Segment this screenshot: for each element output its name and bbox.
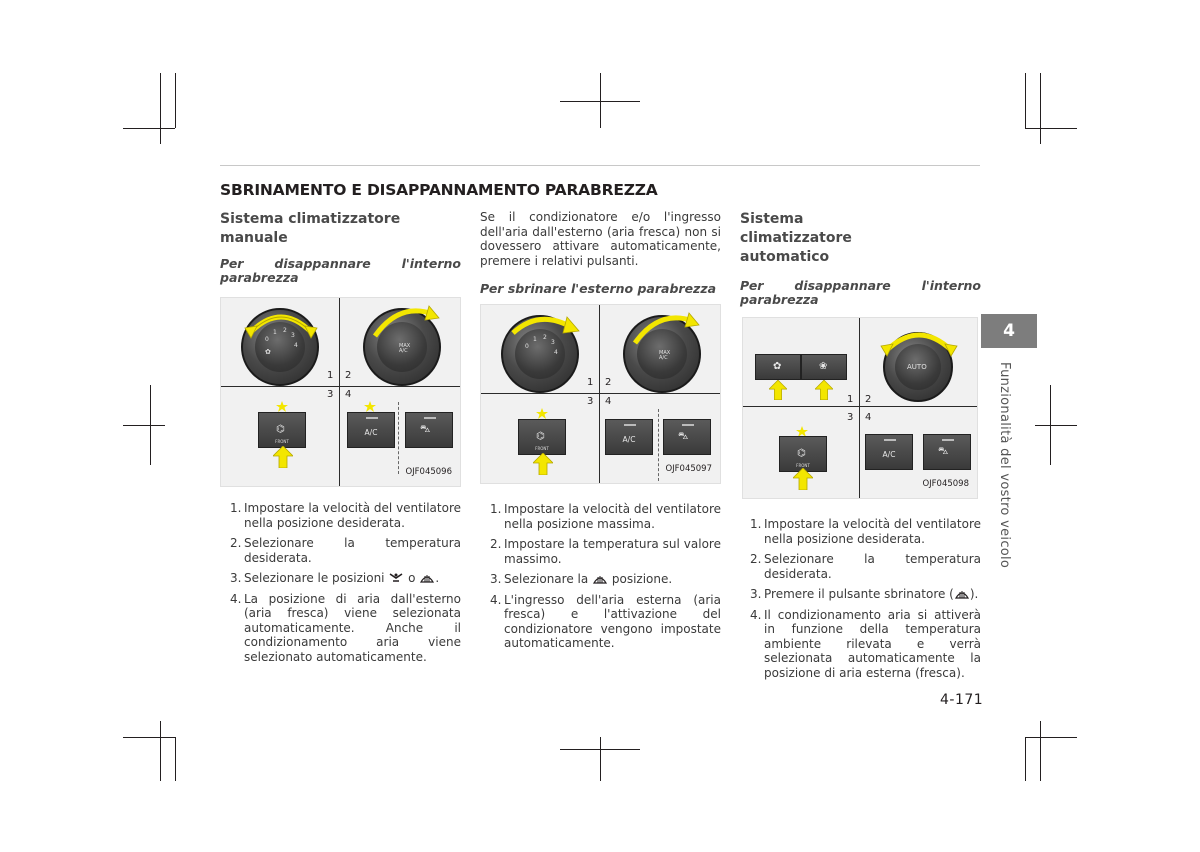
ac-button-icon xyxy=(865,434,913,470)
dial-label: 2 xyxy=(283,327,287,334)
list-item: 4. Il condizionamento aria si attiverà in funzione della temperatura ambiente rilevata e verrà selezionata automaticamente la posizione di aria esterna (fresca). xyxy=(750,607,981,680)
fan-icon: ✿ xyxy=(265,348,271,356)
defrost-icon xyxy=(592,573,608,585)
crop-mark xyxy=(1040,73,1041,144)
dial-label: 2 xyxy=(543,334,547,341)
defrost-icon xyxy=(419,572,435,584)
crop-mark xyxy=(150,385,151,465)
rotate-arrow-icon xyxy=(879,320,959,360)
crop-mark xyxy=(600,73,601,128)
figure-code: OJF045096 xyxy=(405,467,452,477)
recirculation-button-icon xyxy=(663,419,711,455)
rotate-arrow-icon xyxy=(623,307,703,351)
middle-subheading: Per sbrinare l'esterno parabrezza xyxy=(480,281,717,296)
max-ac-label: MAX A/C xyxy=(659,350,671,361)
middle-steps xyxy=(480,502,721,651)
crop-mark xyxy=(175,737,176,781)
fan-icon: ❀ xyxy=(819,361,828,372)
list-item: 3. Selezionare la posizione. xyxy=(490,572,673,586)
crop-mark xyxy=(1025,737,1026,781)
intro-paragraph: Se il condizionatore e/o l'ingresso dell'aria dall'esterno (aria fresca) non si dovessero attivare automaticamente, premere i relativi pulsanti. xyxy=(480,210,721,268)
dial-label: 3 xyxy=(551,339,555,346)
figure-number: 3 xyxy=(587,396,594,407)
figure-exterior-defrost xyxy=(480,304,721,484)
figure-number: 4 xyxy=(605,396,612,407)
defrost-icon: ⌬ xyxy=(276,424,285,435)
figure-number: 2 xyxy=(605,377,612,388)
front-defrost-button-icon xyxy=(779,436,827,472)
top-rule xyxy=(220,165,980,166)
front-label: FRONT xyxy=(796,463,810,468)
rotate-arrow-icon xyxy=(505,309,585,353)
list-item: 1. Impostare la velocità del ventilatore nella posizione massima. xyxy=(490,502,721,531)
crop-mark xyxy=(160,73,161,144)
list-item: 3. Premere il pulsante sbrinatore ( ). xyxy=(750,587,979,601)
arrow-up-icon xyxy=(793,468,813,490)
list-item: 4. La posizione di aria dall'esterno (aria fresca) viene selezionata automaticamente. Anche il condizionamento aria viene selezionato automaticamente. xyxy=(230,591,461,664)
auto-heading: Sistema climatizzatore automatico xyxy=(740,211,852,265)
front-label: FRONT xyxy=(535,446,549,451)
crop-mark xyxy=(1050,385,1051,465)
max-ac-label: MAX A/C xyxy=(399,343,411,354)
page-number: 4-171 xyxy=(940,692,984,708)
dial-label: 0 xyxy=(525,343,529,350)
crop-mark xyxy=(1035,425,1077,426)
arrow-up-icon xyxy=(273,446,293,468)
crop-mark xyxy=(600,737,601,781)
chapter-title: Funzionalità del vostro veicolo xyxy=(997,362,1012,569)
indicator-light-icon xyxy=(363,401,377,413)
chapter-number-tab: 4 xyxy=(981,314,1037,348)
dial-label: 3 xyxy=(291,332,295,339)
column-manual xyxy=(220,210,461,670)
auto-subheading: Per disappannare l'interno parabrezza xyxy=(740,278,981,307)
fan-down-button-icon xyxy=(755,354,801,380)
crop-mark xyxy=(1025,73,1026,128)
figure-number: 1 xyxy=(847,394,854,405)
arrow-up-icon xyxy=(533,453,553,475)
figure-number: 2 xyxy=(865,394,872,405)
ac-button-icon xyxy=(605,419,653,455)
crop-mark xyxy=(160,721,161,781)
manual-steps xyxy=(220,501,461,664)
list-item: 2. Impostare la temperatura sul valore massimo. xyxy=(490,537,721,566)
section-title: SBRINAMENTO E DISAPPANNAMENTO PARABREZZA xyxy=(220,181,658,199)
figure-number: 1 xyxy=(587,377,594,388)
figure-auto xyxy=(742,317,978,499)
column-auto xyxy=(740,210,981,686)
list-item: 3. Selezionare le posizioni o . xyxy=(230,571,440,585)
defrost-icon xyxy=(954,588,970,600)
ac-label: A/C xyxy=(882,450,896,459)
dial-label: 1 xyxy=(273,329,277,336)
figure-number: 4 xyxy=(865,412,872,423)
figure-code: OJF045097 xyxy=(665,464,712,474)
figure-number: 1 xyxy=(327,370,334,381)
crop-mark xyxy=(175,73,176,128)
crop-mark xyxy=(123,737,175,738)
manual-heading: Sistema climatizzatore manuale xyxy=(220,211,401,246)
figure-number: 3 xyxy=(327,389,334,400)
rotate-arrow-icon xyxy=(241,302,321,342)
fan-icon: ✿ xyxy=(773,361,782,372)
figure-number: 2 xyxy=(345,370,352,381)
list-item: 1. Impostare la velocità del ventilatore nella posizione desiderata. xyxy=(750,517,981,546)
defrost-icon: ⌬ xyxy=(536,431,545,442)
figure-code: OJF045098 xyxy=(922,479,969,489)
list-item: 4. L'ingresso dell'aria esterna (aria fresca) e l'attivazione del condizionatore vengono impostate automaticamente. xyxy=(490,592,721,650)
dial-label: 4 xyxy=(294,342,298,349)
auto-steps xyxy=(740,517,981,680)
car-air-icon: ⛍ xyxy=(420,424,431,435)
crop-mark xyxy=(1025,128,1077,129)
dial-label: 0 xyxy=(265,336,269,343)
rotate-arrow-icon xyxy=(363,300,443,344)
car-air-icon: ⛍ xyxy=(678,431,689,442)
arrow-up-icon xyxy=(815,380,833,400)
front-label: FRONT xyxy=(275,439,289,444)
front-defrost-button-icon xyxy=(518,419,566,455)
auto-label: AUTO xyxy=(907,363,927,371)
manual-subheading: Per disappannare l'interno parabrezza xyxy=(220,256,461,285)
dial-label: 4 xyxy=(554,349,558,356)
figure-number: 3 xyxy=(847,412,854,423)
column-middle xyxy=(480,210,721,657)
list-item: 2. Selezionare la temperatura desiderata. xyxy=(230,536,461,565)
recirculation-button-icon xyxy=(405,412,453,448)
figure-number: 4 xyxy=(345,389,352,400)
recirculation-button-icon xyxy=(923,434,971,470)
dial-label: 1 xyxy=(533,336,537,343)
front-defrost-button-icon xyxy=(258,412,306,448)
arrow-up-icon xyxy=(769,380,787,400)
crop-mark xyxy=(1040,721,1041,781)
list-item: 1. Impostare la velocità del ventilatore nella posizione desiderata. xyxy=(230,501,461,530)
crop-mark xyxy=(123,128,175,129)
crop-mark xyxy=(1025,737,1077,738)
ac-label: A/C xyxy=(622,435,636,444)
figure-manual xyxy=(220,297,461,487)
fan-up-button-icon xyxy=(801,354,847,380)
ac-label: A/C xyxy=(364,428,378,437)
car-air-icon: ⛍ xyxy=(938,446,949,457)
defrost-icon: ⌬ xyxy=(797,448,806,459)
crop-mark xyxy=(123,425,165,426)
list-item: 2. Selezionare la temperatura desiderata. xyxy=(750,552,981,581)
floor-defrost-icon xyxy=(388,572,404,584)
ac-button-icon xyxy=(347,412,395,448)
